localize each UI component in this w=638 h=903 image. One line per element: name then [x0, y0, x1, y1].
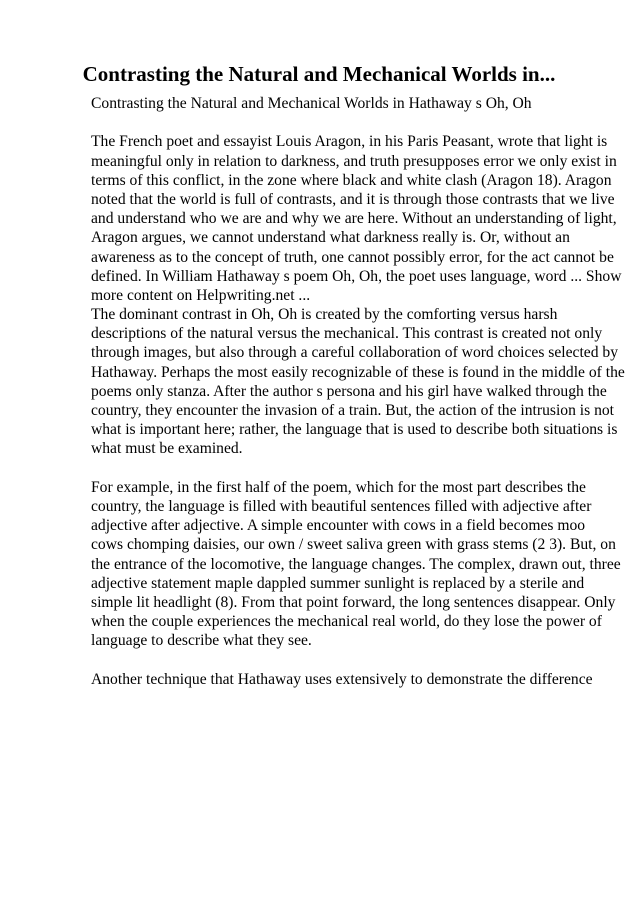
text-line: Hathaway. Perhaps the most easily recognizable of these is found in the middle of the: [91, 363, 625, 381]
text-line: poems only stanza. After the author s persona and his girl have walked through the: [91, 382, 607, 400]
text-line: adjective after adjective. A simple encounter with cows in a field becomes moo: [91, 517, 586, 535]
text-line: defined. In William Hathaway s poem Oh, Oh, the poet uses language, word ... Show: [91, 267, 622, 285]
document-body: [91, 94, 625, 689]
paragraph-example: [91, 478, 621, 651]
text-line: noted that the world is full of contrasts, and it is through those contrasts that we live: [91, 190, 615, 208]
text-line: country, they encounter the invasion of a train. But, the action of the intrusion is not: [91, 402, 614, 419]
paragraph-gap: [91, 459, 591, 478]
text-line: what is important here; rather, the language that is used to describe both situations is: [91, 421, 618, 439]
text-line: Contrasting the Natural and Mechanical Worlds in Hathaway s Oh, Oh: [91, 95, 532, 112]
text-line: meaningful only in relation to darkness, and truth presupposes error we only exist in: [91, 152, 617, 170]
text-line: The dominant contrast in Oh, Oh is created by the comforting versus harsh: [91, 306, 558, 324]
text-line: simple lit headlight (8). From that point forward, the long sentences disappear. Only: [91, 593, 616, 611]
text-line: the entrance of the locomotive, the language changes. The complex, drawn out, three: [91, 555, 621, 573]
text-line: Another technique that Hathaway uses extensively to demonstrate the difference: [91, 670, 593, 688]
text-line: more content on Helpwriting.net ...: [91, 286, 311, 304]
paragraph-subtitle: [91, 94, 591, 113]
paragraph-intro: [91, 132, 625, 458]
text-line: Aragon argues, we cannot understand what darkness really is. Or, without an: [91, 229, 570, 247]
text-line: cows chomping daisies, our own / sweet saliva green with grass stems (2 3). But, on: [91, 536, 616, 554]
text-line: awareness as to the concept of truth, one cannot possibly error, for the act cannot be: [91, 248, 614, 266]
text-line: language to describe what they see.: [91, 632, 312, 650]
paragraph-gap: [91, 113, 591, 132]
document-title: Contrasting the Natural and Mechanical Worlds in...: [82, 62, 556, 86]
text-line: adjective statement maple dappled summer sunlight is replaced by a sterile and: [91, 574, 585, 592]
text-line: what must be examined.: [91, 440, 243, 458]
paragraph-gap: [91, 650, 591, 669]
text-line: The French poet and essayist Louis Aragon, in his Paris Peasant, wrote that light is: [91, 133, 608, 151]
text-line: when the couple experiences the mechanical real world, do they lose the power of: [91, 613, 602, 631]
text-line: and understand who we are and why we are here. Without an understanding of light,: [91, 210, 617, 228]
text-line: terms of this conflict, in the zone where black and white clash (Aragon 18). Aragon: [91, 171, 612, 189]
text-line: descriptions of the natural versus the mechanical. This contrast is created not only: [91, 325, 603, 343]
text-line: country, the language is filled with beautiful sentences filled with adjective after: [91, 497, 592, 515]
text-line: through images, but also through a careful collaboration of word choices selected by: [91, 344, 618, 362]
paragraph-technique: [91, 670, 591, 689]
text-line: For example, in the first half of the poem, which for the most part describes the: [91, 478, 586, 496]
